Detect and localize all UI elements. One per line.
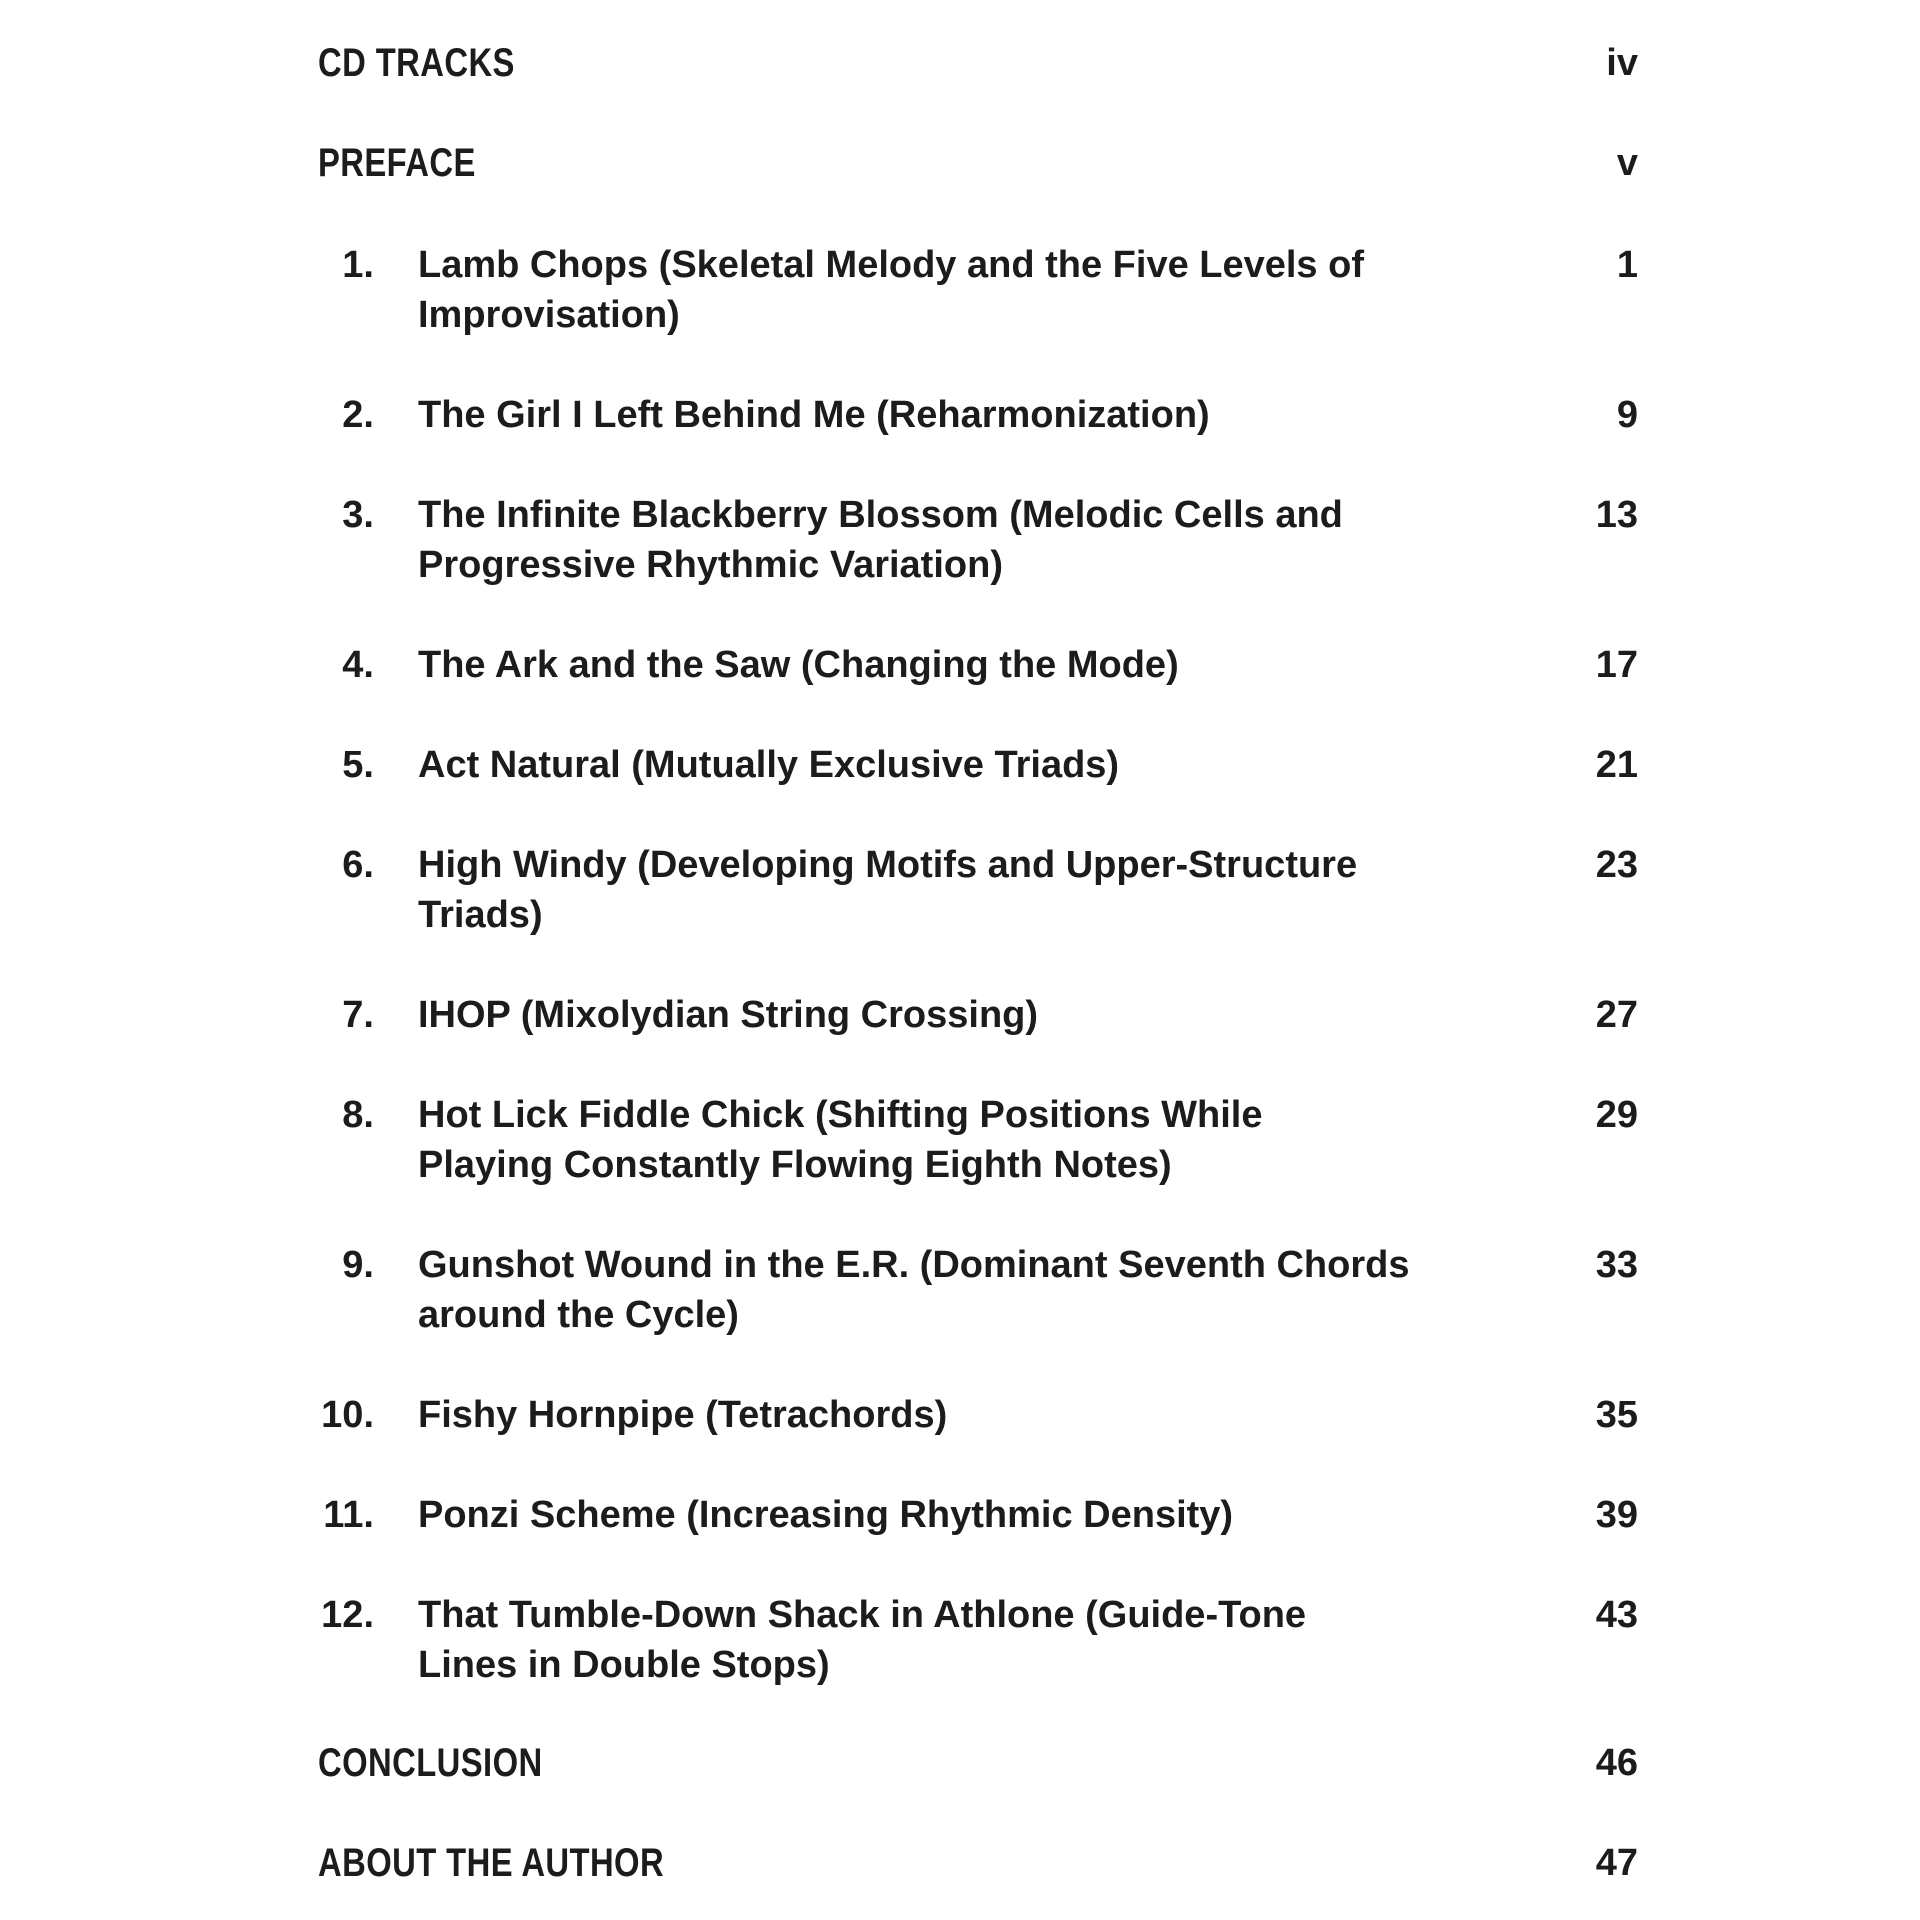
chapter-number: 4.	[342, 644, 374, 686]
toc-section-title: CONCLUSION	[318, 1741, 543, 1785]
chapter-number: 5.	[342, 744, 374, 786]
chapter-title: The Ark and the Saw (Changing the Mode)	[418, 644, 1179, 686]
toc-section-title: CD TRACKS	[318, 41, 515, 85]
toc-page-number: 9	[1616, 394, 1638, 436]
chapter-title: Gunshot Wound in the E.R. (Dominant Seventh Chords around the Cycle)	[418, 1244, 1410, 1336]
toc-page-number: 23	[1595, 844, 1638, 886]
toc-page-number: 17	[1595, 644, 1638, 686]
chapter-number: 9.	[342, 1244, 374, 1286]
chapter-title: Act Natural (Mutually Exclusive Triads)	[418, 744, 1120, 786]
chapter-title: The Girl I Left Behind Me (Reharmonization)	[418, 394, 1210, 436]
chapter-title: Hot Lick Fiddle Chick (Shifting Positions While Playing Constantly Flowing Eighth Notes)	[418, 1094, 1263, 1186]
chapter-number: 10.	[321, 1394, 374, 1436]
chapter-title: High Windy (Developing Motifs and Upper-Structure Triads)	[418, 844, 1358, 936]
chapter-title: That Tumble-Down Shack in Athlone (Guide-Tone Lines in Double Stops)	[418, 1594, 1307, 1686]
chapter-number: 8.	[342, 1094, 374, 1136]
toc-section-title: ABOUT THE AUTHOR	[318, 1841, 665, 1885]
chapter-number: 11.	[323, 1494, 374, 1536]
toc-page-number: 29	[1595, 1094, 1638, 1136]
toc-page-number: 27	[1595, 994, 1638, 1036]
chapter-number: 1.	[342, 244, 374, 286]
chapter-number: 3.	[342, 494, 374, 536]
chapter-title: The Infinite Blackberry Blossom (Melodic Cells and Progressive Rhythmic Variation)	[418, 494, 1343, 586]
toc-page-number: iv	[1606, 42, 1638, 84]
chapter-number: 7.	[342, 994, 374, 1036]
toc-page-number: 46	[1595, 1742, 1638, 1784]
toc-page-number: 39	[1595, 1494, 1638, 1536]
toc-page-number: 21	[1595, 744, 1638, 786]
chapter-title: IHOP (Mixolydian String Crossing)	[418, 994, 1039, 1036]
chapter-title: Fishy Hornpipe (Tetrachords)	[418, 1394, 948, 1436]
toc-page-number: v	[1616, 142, 1638, 184]
toc-page-number: 35	[1595, 1394, 1638, 1436]
chapter-number: 2.	[342, 394, 374, 436]
chapter-number: 6.	[342, 844, 374, 886]
toc-section-title: PREFACE	[318, 141, 476, 185]
toc-page-number: 47	[1595, 1842, 1638, 1884]
toc-page-number: 33	[1595, 1244, 1638, 1286]
chapter-number: 12.	[321, 1594, 374, 1636]
chapter-title: Ponzi Scheme (Increasing Rhythmic Density)	[418, 1494, 1234, 1536]
toc-page-number: 1	[1616, 244, 1638, 286]
chapter-title: Lamb Chops (Skeletal Melody and the Five Levels of Improvisation)	[418, 244, 1364, 336]
toc-page-number: 43	[1595, 1594, 1638, 1636]
toc-page-number: 13	[1595, 494, 1638, 536]
